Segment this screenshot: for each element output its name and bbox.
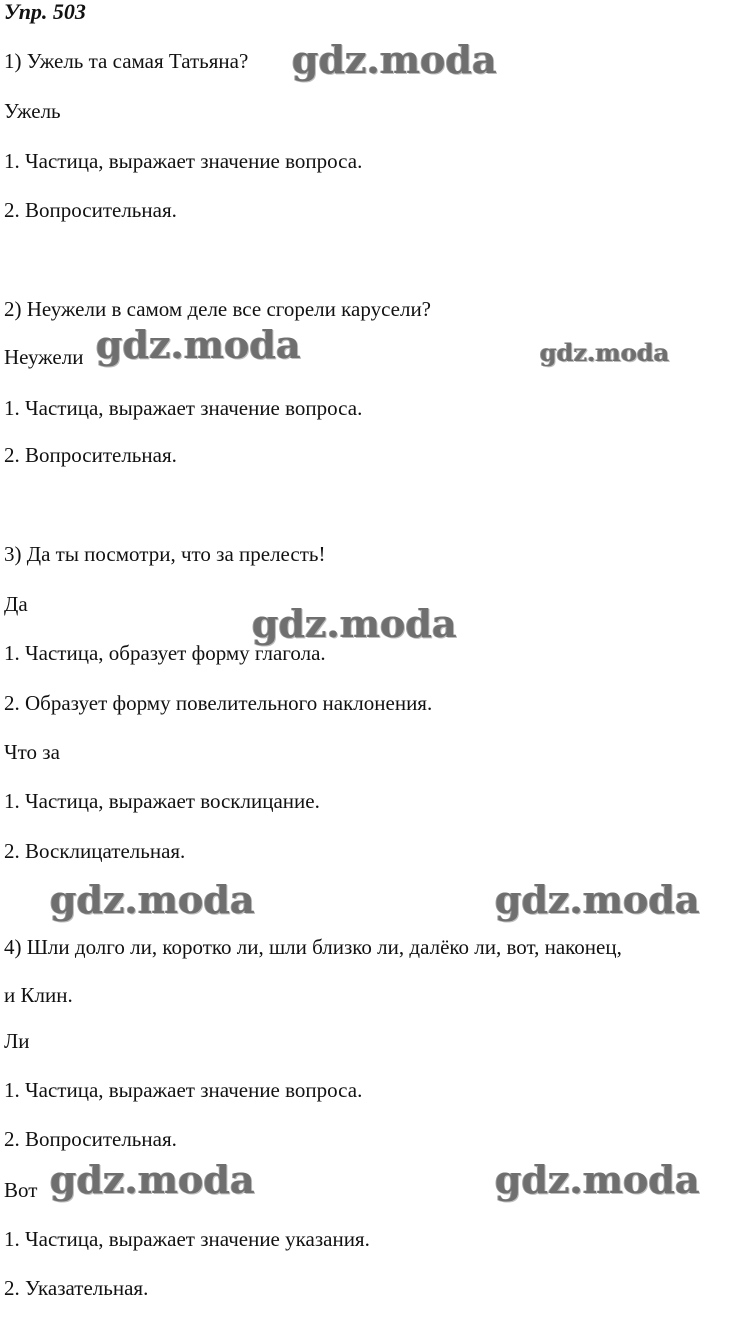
word-label: Ли bbox=[4, 1029, 30, 1053]
analysis-point: 2. Образует форму повелительного наклонения. bbox=[4, 691, 433, 715]
analysis-point: 2. Вопросительная. bbox=[4, 198, 177, 222]
watermark: gdz.moda bbox=[495, 1157, 700, 1202]
watermark: gdz.moda bbox=[540, 338, 670, 367]
analysis-point: 2. Вопросительная. bbox=[4, 1127, 177, 1151]
word-label: Вот bbox=[4, 1178, 38, 1202]
word-label: Неужели bbox=[4, 345, 84, 369]
sentence-4: 4) Шли долго ли, коротко ли, шли близко ли, далёко ли, вот, наконец, bbox=[4, 935, 622, 959]
analysis-point: 1. Частица, образует форму глагола. bbox=[4, 641, 326, 665]
watermark: gdz.moda bbox=[50, 1157, 255, 1202]
analysis-point: 1. Частица, выражает значение вопроса. bbox=[4, 1078, 363, 1102]
analysis-point: 1. Частица, выражает значение вопроса. bbox=[4, 149, 363, 173]
analysis-point: 2. Указательная. bbox=[4, 1276, 149, 1300]
word-label: Ужель bbox=[4, 99, 61, 123]
analysis-point: 1. Частица, выражает значение вопроса. bbox=[4, 396, 363, 420]
watermark: gdz.moda bbox=[50, 877, 255, 922]
watermark: gdz.moda bbox=[292, 37, 497, 82]
sentence-1: 1) Ужель та самая Татьяна? bbox=[4, 49, 249, 73]
analysis-point: 2. Восклицательная. bbox=[4, 839, 186, 863]
word-label: Что за bbox=[4, 740, 60, 764]
watermark: gdz.moda bbox=[96, 322, 301, 367]
watermark: gdz.moda bbox=[495, 877, 700, 922]
sentence-2: 2) Неужели в самом деле все сгорели карусели? bbox=[4, 297, 432, 321]
analysis-point: 1. Частица, выражает восклицание. bbox=[4, 789, 320, 813]
watermark: gdz.moda bbox=[252, 601, 457, 646]
analysis-point: 2. Вопросительная. bbox=[4, 443, 177, 467]
sentence-4-continued: и Клин. bbox=[4, 983, 73, 1007]
analysis-point: 1. Частица, выражает значение указания. bbox=[4, 1227, 370, 1251]
sentence-3: 3) Да ты посмотри, что за прелесть! bbox=[4, 542, 326, 566]
exercise-title: Упр. 503 bbox=[4, 0, 86, 24]
word-label: Да bbox=[4, 592, 28, 616]
